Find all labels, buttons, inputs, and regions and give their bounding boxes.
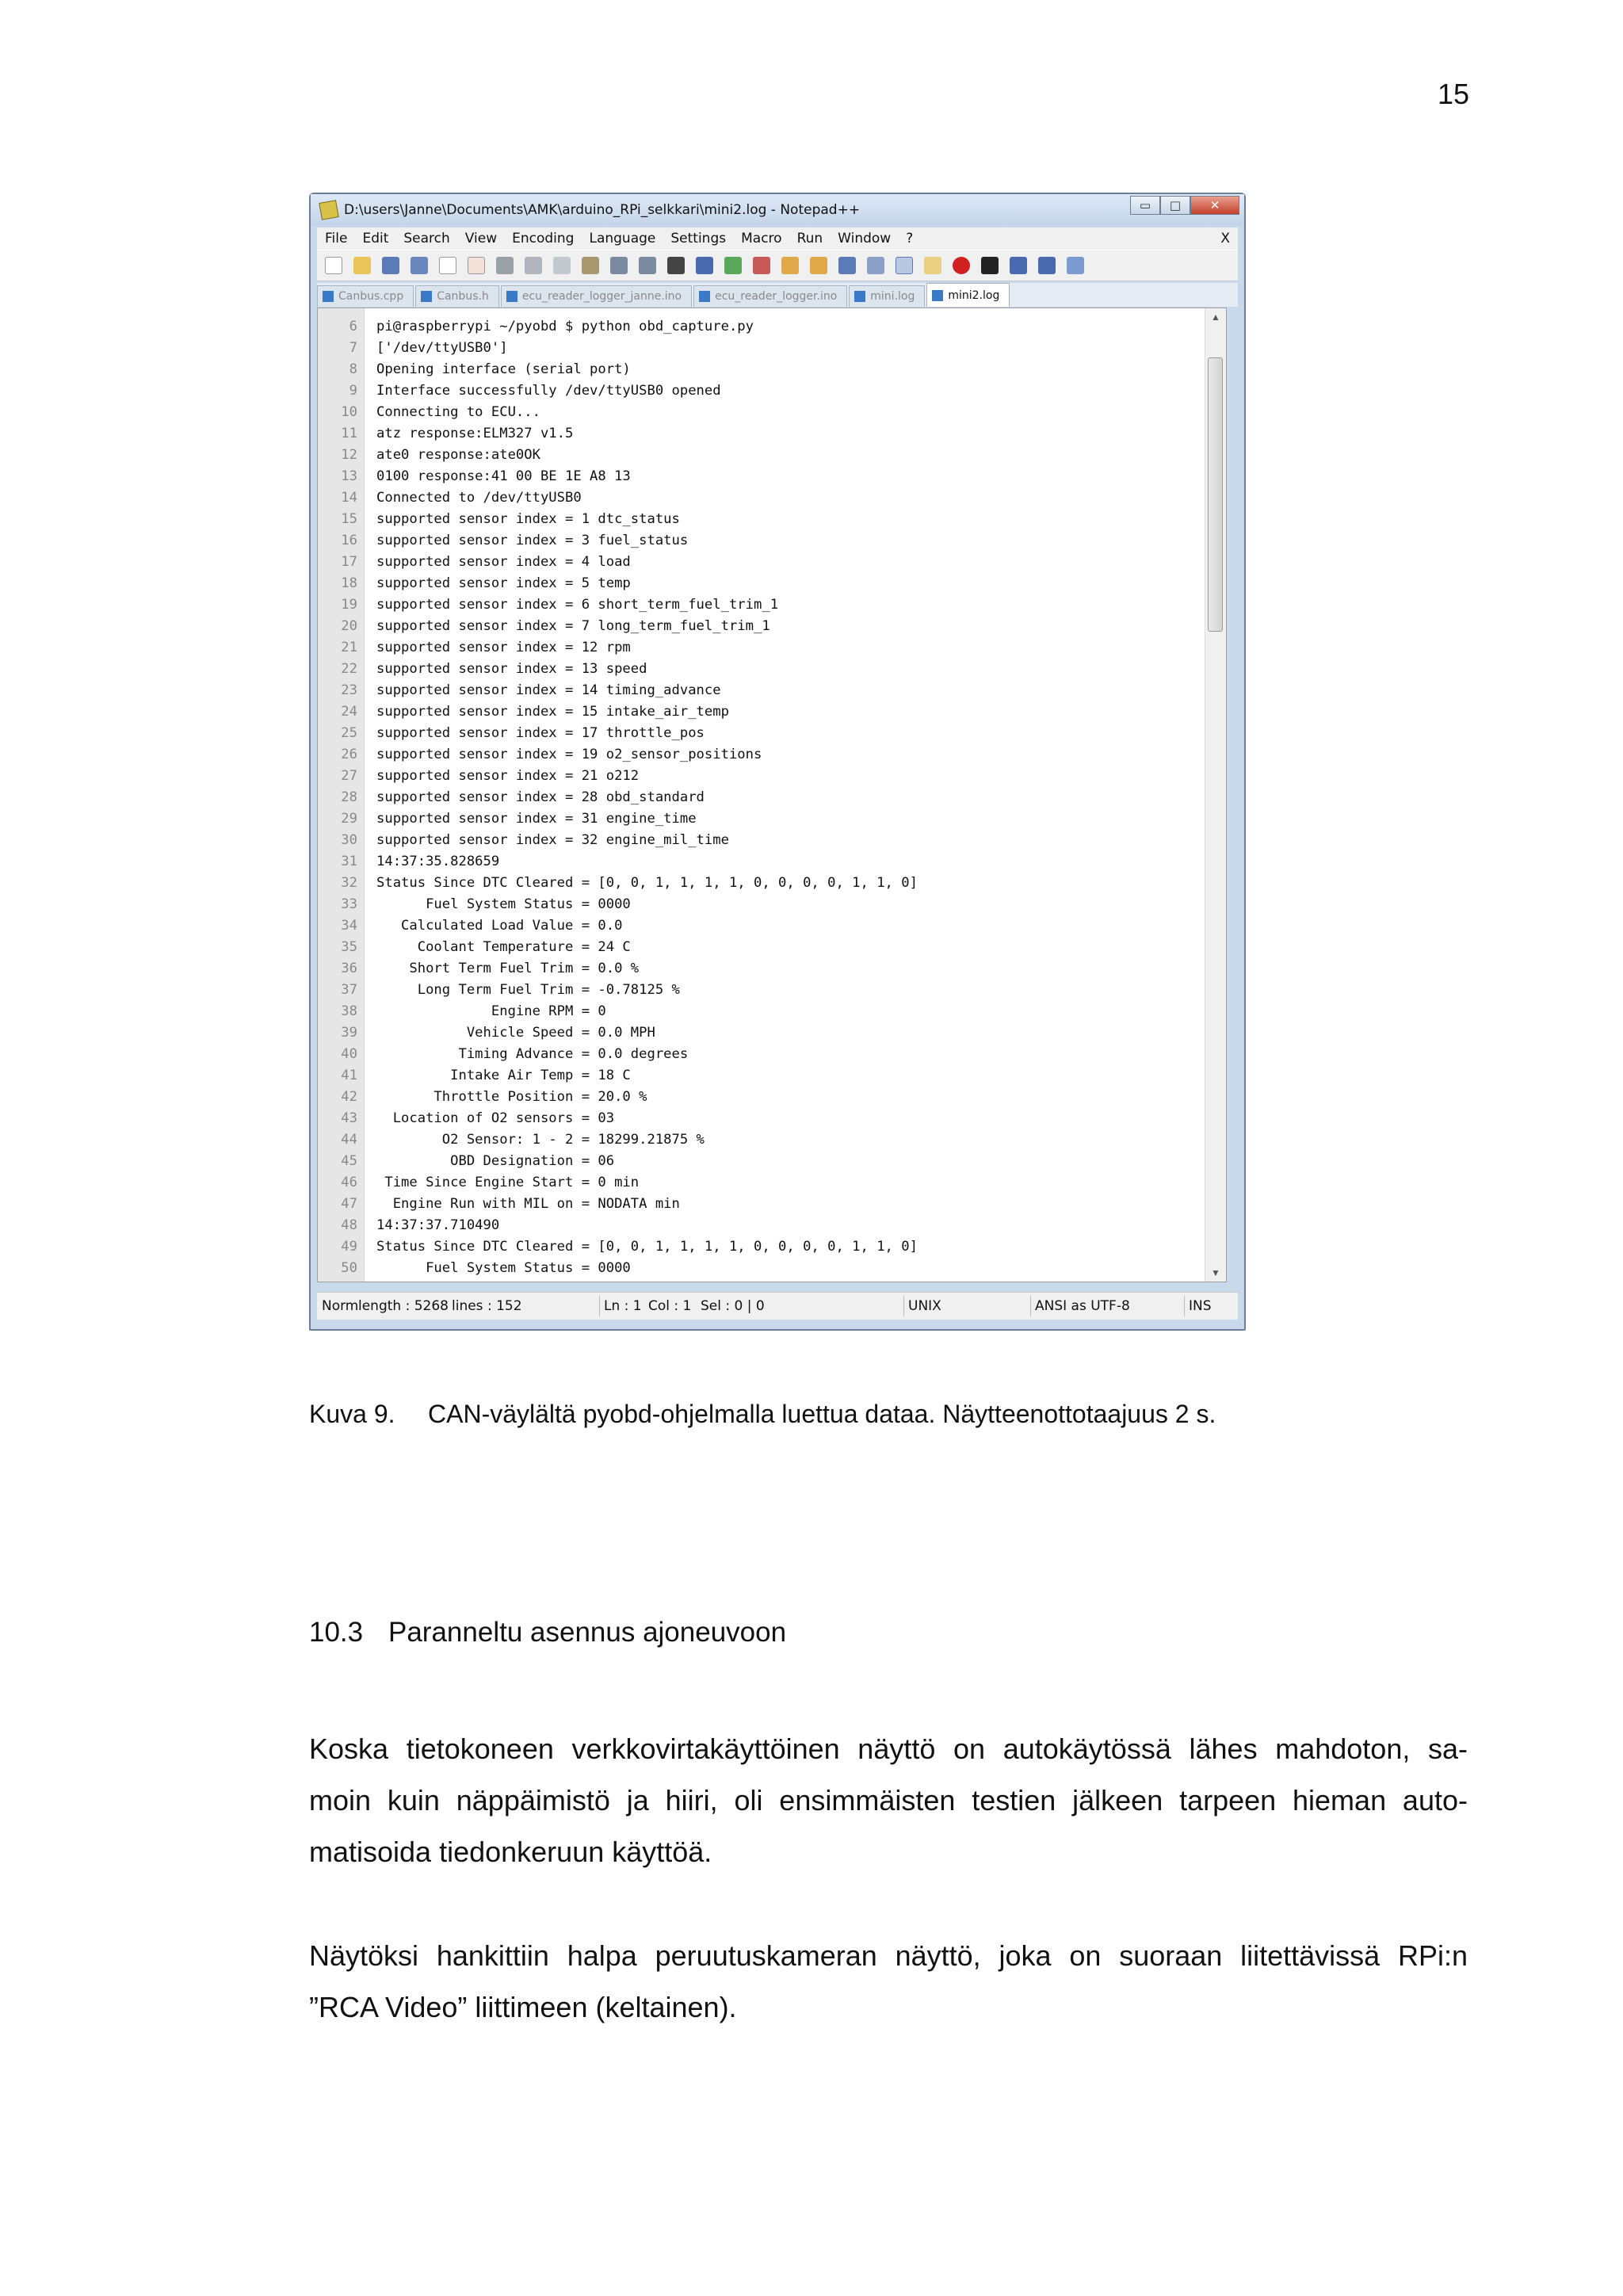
editor-line[interactable] — [318, 402, 1205, 423]
line-number: 10 — [341, 404, 357, 420]
notepad-icon — [319, 200, 338, 220]
status-length: length : 5268 — [358, 1298, 449, 1314]
line-number: 11 — [341, 426, 357, 441]
editor-line[interactable] — [318, 1194, 1205, 1215]
word-wrap-icon[interactable] — [838, 257, 856, 274]
line-text: Throttle Position = 20.0 % — [376, 1089, 647, 1105]
editor-line[interactable] — [318, 851, 1205, 873]
cut-icon[interactable] — [525, 257, 542, 274]
line-text: supported sensor index = 15 intake_air_temp — [376, 704, 729, 720]
line-text: 0100 response:41 00 BE 1E A8 13 — [376, 468, 631, 484]
line-text: Status Since DTC Cleared = [0, 0, 1, 1, 1, 1, 0, 0, 0, 0, 1, 1, 0] — [376, 1239, 918, 1255]
window-titlebar[interactable] — [311, 194, 1244, 226]
document-tabs — [317, 283, 1238, 307]
line-text: supported sensor index = 21 o212 — [376, 768, 640, 784]
text-editor[interactable] — [317, 308, 1227, 1282]
editor-line[interactable] — [318, 744, 1205, 766]
editor-line[interactable] — [318, 723, 1205, 744]
close-file-icon[interactable] — [439, 257, 456, 274]
line-number: 32 — [341, 875, 357, 891]
line-text: Engine RPM = 0 — [376, 1003, 606, 1019]
tab-mini-log[interactable]: mini.log — [849, 285, 925, 307]
line-text: atz response:ELM327 v1.5 — [376, 426, 574, 441]
line-text: supported sensor index = 12 rpm — [376, 640, 631, 655]
redo-icon[interactable] — [639, 257, 656, 274]
editor-line[interactable] — [318, 1151, 1205, 1172]
status-ins: INS — [1189, 1298, 1212, 1314]
editor-line[interactable] — [318, 1129, 1205, 1151]
menu-edit[interactable]: Edit — [362, 231, 389, 246]
menu-bar — [317, 227, 1238, 250]
tab-canbus-h[interactable]: Canbus.h — [415, 285, 499, 307]
line-text: supported sensor index = 4 load — [376, 554, 631, 570]
line-number: 44 — [341, 1132, 357, 1148]
line-number: 26 — [341, 747, 357, 762]
line-number: 15 — [341, 511, 357, 527]
line-number: 50 — [341, 1260, 357, 1276]
line-text: pi@raspberrypi ~/pyobd $ python obd_capture.py — [376, 319, 754, 334]
line-number: 7 — [349, 340, 357, 356]
line-number: 23 — [341, 682, 357, 698]
line-text: Short Term Fuel Trim = 0.0 % — [376, 961, 640, 976]
editor-line[interactable] — [318, 637, 1205, 659]
replace-icon[interactable] — [696, 257, 713, 274]
line-number: 13 — [341, 468, 357, 484]
close-button[interactable]: ✕ — [1190, 196, 1239, 215]
line-number: 21 — [341, 640, 357, 655]
line-text: 14:37:35.828659 — [376, 854, 500, 869]
line-text: supported sensor index = 19 o2_sensor_positions — [376, 747, 762, 762]
line-text: Long Term Fuel Trim = -0.78125 % — [376, 982, 680, 998]
file-icon — [506, 291, 517, 302]
editor-line[interactable] — [318, 1065, 1205, 1087]
editor-line[interactable] — [318, 1001, 1205, 1022]
minimize-button[interactable]: ▭ — [1130, 196, 1160, 215]
sync-horizontal-icon[interactable] — [810, 257, 827, 274]
play-macro-icon[interactable] — [1010, 257, 1027, 274]
menu-macro[interactable]: Macro — [741, 231, 782, 246]
line-text: ['/dev/ttyUSB0'] — [376, 340, 508, 356]
line-number: 48 — [341, 1217, 357, 1233]
line-number: 31 — [341, 854, 357, 869]
stop-macro-icon[interactable] — [981, 257, 999, 274]
editor-line[interactable] — [318, 445, 1205, 466]
section-heading — [309, 1617, 786, 1648]
maximize-button[interactable]: □ — [1160, 196, 1190, 215]
paragraph-1 — [309, 1723, 1468, 1878]
editor-line[interactable] — [318, 1236, 1205, 1258]
save-macro-icon[interactable] — [1067, 257, 1084, 274]
paragraph-2 — [309, 1930, 1468, 2033]
editor-line[interactable] — [318, 316, 1205, 338]
line-text: supported sensor index = 28 obd_standard — [376, 789, 705, 805]
editor-line[interactable] — [318, 958, 1205, 980]
line-text: Connecting to ECU... — [376, 404, 540, 420]
line-number: 27 — [341, 768, 357, 784]
editor-line[interactable] — [318, 659, 1205, 680]
line-text: supported sensor index = 32 engine_mil_time — [376, 832, 729, 848]
editor-line[interactable] — [318, 380, 1205, 402]
line-number: 30 — [341, 832, 357, 848]
line-number: 42 — [341, 1089, 357, 1105]
paragraph-line: matisoida tiedonkeruun käyttöä. — [309, 1836, 712, 1868]
editor-line[interactable] — [318, 1215, 1205, 1236]
menu-run[interactable]: Run — [796, 231, 823, 246]
tab-canbus-cpp[interactable]: Canbus.cpp — [317, 285, 414, 307]
file-icon — [932, 290, 943, 301]
line-number: 47 — [341, 1196, 357, 1212]
line-text: Opening interface (serial port) — [376, 361, 631, 377]
line-number: 33 — [341, 896, 357, 912]
line-text: Time Since Engine Start = 0 min — [376, 1175, 640, 1190]
line-number: 45 — [341, 1153, 357, 1169]
menu-settings[interactable]: Settings — [670, 231, 727, 246]
indent-guide-icon[interactable] — [896, 257, 913, 274]
line-number: 49 — [341, 1239, 357, 1255]
print-icon[interactable] — [496, 257, 514, 274]
paragraph-line: moin kuin näppäimistö ja hiiri, oli ensimmäisten testien jälkeen tarpeen hieman auto- — [309, 1784, 1468, 1817]
caption-label: Kuva 9. — [309, 1400, 395, 1428]
line-number: 46 — [341, 1175, 357, 1190]
editor-line[interactable] — [318, 423, 1205, 445]
editor-line[interactable] — [318, 808, 1205, 830]
caption-text: CAN-väylältä pyobd-ohjelmalla luettua dataa. Näytteenottotaajuus 2 s. — [428, 1400, 1216, 1428]
show-all-chars-icon[interactable] — [867, 257, 884, 274]
editor-line[interactable] — [318, 701, 1205, 723]
tab-ecu-reader-logger-janne[interactable]: ecu_reader_logger_janne.ino — [501, 285, 692, 307]
editor-line[interactable] — [318, 573, 1205, 594]
menu-language[interactable]: Language — [589, 231, 656, 246]
line-text: Vehicle Speed = 0.0 MPH — [376, 1025, 655, 1041]
vertical-scrollbar[interactable] — [1205, 308, 1226, 1282]
editor-line[interactable] — [318, 830, 1205, 851]
section-title: Paranneltu asennus ajoneuvoon — [388, 1617, 787, 1648]
line-number: 9 — [349, 383, 357, 399]
editor-line[interactable] — [318, 552, 1205, 573]
zoom-out-icon[interactable] — [753, 257, 770, 274]
line-text: O2 Sensor: 1 - 2 = 18299.21875 % — [376, 1132, 705, 1148]
line-number: 14 — [341, 490, 357, 506]
menu-search[interactable]: Search — [403, 231, 450, 246]
line-text: Coolant Temperature = 24 C — [376, 939, 631, 955]
editor-line[interactable] — [318, 1172, 1205, 1194]
editor-line[interactable] — [318, 894, 1205, 915]
copy-icon[interactable] — [553, 257, 571, 274]
line-text: supported sensor index = 3 fuel_status — [376, 533, 689, 548]
editor-line[interactable] — [318, 466, 1205, 487]
line-text: supported sensor index = 31 engine_time — [376, 811, 697, 827]
editor-line[interactable] — [318, 937, 1205, 958]
document-map-icon[interactable] — [924, 257, 941, 274]
line-text: Status Since DTC Cleared = [0, 0, 1, 1, 1, 1, 0, 0, 0, 0, 1, 1, 0] — [376, 875, 918, 891]
editor-line[interactable] — [318, 980, 1205, 1001]
editor-line[interactable] — [318, 787, 1205, 808]
editor-line[interactable] — [318, 680, 1205, 701]
line-number: 6 — [349, 319, 357, 334]
line-text: Location of O2 sensors = 03 — [376, 1110, 615, 1126]
line-number: 22 — [341, 661, 357, 677]
line-number: 43 — [341, 1110, 357, 1126]
editor-line[interactable] — [318, 873, 1205, 894]
line-text: ate0 response:ate0OK — [376, 447, 540, 463]
line-text: supported sensor index = 6 short_term_fuel_trim_1 — [376, 597, 779, 613]
scroll-up-arrow-icon[interactable]: ▲ — [1211, 311, 1220, 323]
paragraph-line: ”RCA Video” liittimeen (keltainen). — [309, 1991, 737, 2023]
file-icon — [854, 291, 865, 302]
menu-view[interactable]: View — [464, 231, 498, 246]
close-document-button[interactable]: X — [1220, 231, 1230, 246]
line-text: supported sensor index = 17 throttle_pos — [376, 725, 705, 741]
line-text: supported sensor index = 14 timing_advance — [376, 682, 721, 698]
tab-mini2-log[interactable]: mini2.log — [926, 283, 1010, 307]
line-text: Intake Air Temp = 18 C — [376, 1068, 631, 1083]
status-mode: Norm — [322, 1298, 359, 1314]
close-all-icon[interactable] — [468, 257, 485, 274]
line-number: 24 — [341, 704, 357, 720]
menu-file[interactable]: File — [325, 231, 348, 246]
line-number: 17 — [341, 554, 357, 570]
line-number: 38 — [341, 1003, 357, 1019]
editor-line[interactable] — [318, 1044, 1205, 1065]
status-encoding: ANSI as UTF-8 — [1035, 1298, 1130, 1314]
editor-line[interactable] — [318, 594, 1205, 616]
open-file-icon[interactable] — [353, 257, 371, 274]
line-number: 16 — [341, 533, 357, 548]
find-icon[interactable] — [667, 257, 685, 274]
status-bar — [317, 1292, 1238, 1320]
page-number: 15 — [1438, 78, 1470, 110]
file-icon — [699, 291, 710, 302]
line-number: 12 — [341, 447, 357, 463]
line-number: 29 — [341, 811, 357, 827]
editor-line[interactable] — [318, 509, 1205, 530]
editor-line[interactable] — [318, 530, 1205, 552]
line-number: 36 — [341, 961, 357, 976]
menu-window[interactable]: Window — [838, 231, 892, 246]
line-number: 40 — [341, 1046, 357, 1062]
record-macro-icon[interactable] — [953, 257, 970, 274]
zoom-in-icon[interactable] — [724, 257, 742, 274]
editor-line[interactable] — [318, 1108, 1205, 1129]
toolbar — [317, 250, 1238, 281]
figure-caption — [309, 1400, 1216, 1429]
editor-line[interactable] — [318, 1022, 1205, 1044]
status-lines: lines : 152 — [452, 1298, 522, 1314]
line-text: supported sensor index = 7 long_term_fuel_trim_1 — [376, 618, 770, 634]
line-number: 28 — [341, 789, 357, 805]
run-macro-multiple-icon[interactable] — [1038, 257, 1056, 274]
scrollbar-thumb[interactable] — [1208, 357, 1223, 632]
new-file-icon[interactable] — [325, 257, 342, 274]
editor-line[interactable] — [318, 487, 1205, 509]
line-text: supported sensor index = 5 temp — [376, 575, 631, 591]
scroll-down-arrow-icon[interactable]: ▼ — [1211, 1267, 1220, 1278]
tab-ecu-reader-logger[interactable]: ecu_reader_logger.ino — [693, 285, 847, 307]
editor-line[interactable] — [318, 338, 1205, 359]
line-number: 19 — [341, 597, 357, 613]
line-text: Fuel System Status = 0000 — [376, 896, 631, 912]
editor-line[interactable] — [318, 359, 1205, 380]
save-all-icon[interactable] — [411, 257, 428, 274]
line-text: Interface successfully /dev/ttyUSB0 opened — [376, 383, 721, 399]
sync-vertical-icon[interactable] — [781, 257, 799, 274]
paragraph-line: Koska tietokoneen verkkovirtakäyttöinen näyttö on autokäytössä lähes mahdoton, sa- — [309, 1733, 1468, 1765]
notepad-plus-plus-window — [309, 193, 1246, 1331]
editor-line[interactable] — [318, 1087, 1205, 1108]
line-number: 8 — [349, 361, 357, 377]
line-number: 20 — [341, 618, 357, 634]
status-eol: UNIX — [908, 1298, 941, 1314]
line-text: OBD Designation = 06 — [376, 1153, 615, 1169]
paragraph-line: Näytöksi hankittiin halpa peruutuskameran näyttö, joka on suoraan liitettävissä RPi:n — [309, 1939, 1468, 1972]
paste-icon[interactable] — [582, 257, 599, 274]
status-col: Col : 1 — [648, 1298, 692, 1314]
file-icon — [323, 291, 334, 302]
file-icon — [421, 291, 432, 302]
line-text: Connected to /dev/ttyUSB0 — [376, 490, 582, 506]
line-text: Calculated Load Value = 0.0 — [376, 918, 623, 934]
editor-line[interactable] — [318, 915, 1205, 937]
editor-line[interactable] — [318, 766, 1205, 787]
undo-icon[interactable] — [610, 257, 628, 274]
line-text: Timing Advance = 0.0 degrees — [376, 1046, 689, 1062]
line-text: Engine Run with MIL on = NODATA min — [376, 1196, 680, 1212]
editor-line[interactable] — [318, 616, 1205, 637]
editor-line-partial — [318, 1279, 1205, 1282]
line-number: 34 — [341, 918, 357, 934]
save-icon[interactable] — [382, 257, 399, 274]
line-text: 14:37:37.710490 — [376, 1217, 500, 1233]
line-number: 18 — [341, 575, 357, 591]
line-number: 35 — [341, 939, 357, 955]
line-text: supported sensor index = 13 speed — [376, 661, 647, 677]
line-text: supported sensor index = 1 dtc_status — [376, 511, 680, 527]
line-number: 39 — [341, 1025, 357, 1041]
section-number: 10.3 — [309, 1617, 364, 1648]
line-number: 25 — [341, 725, 357, 741]
line-number: 41 — [341, 1068, 357, 1083]
menu-help[interactable]: ? — [906, 231, 914, 246]
line-number: 37 — [341, 982, 357, 998]
window-title: D:\users\Janne\Documents\AMK\arduino_RPi_selkkari\mini2.log - Notepad++ — [344, 202, 861, 218]
menu-encoding[interactable]: Encoding — [512, 231, 575, 246]
editor-line[interactable] — [318, 1258, 1205, 1279]
line-text: Fuel System Status = 0000 — [376, 1260, 631, 1276]
status-ln: Ln : 1 — [604, 1298, 642, 1314]
status-sel: Sel : 0 | 0 — [701, 1298, 765, 1314]
